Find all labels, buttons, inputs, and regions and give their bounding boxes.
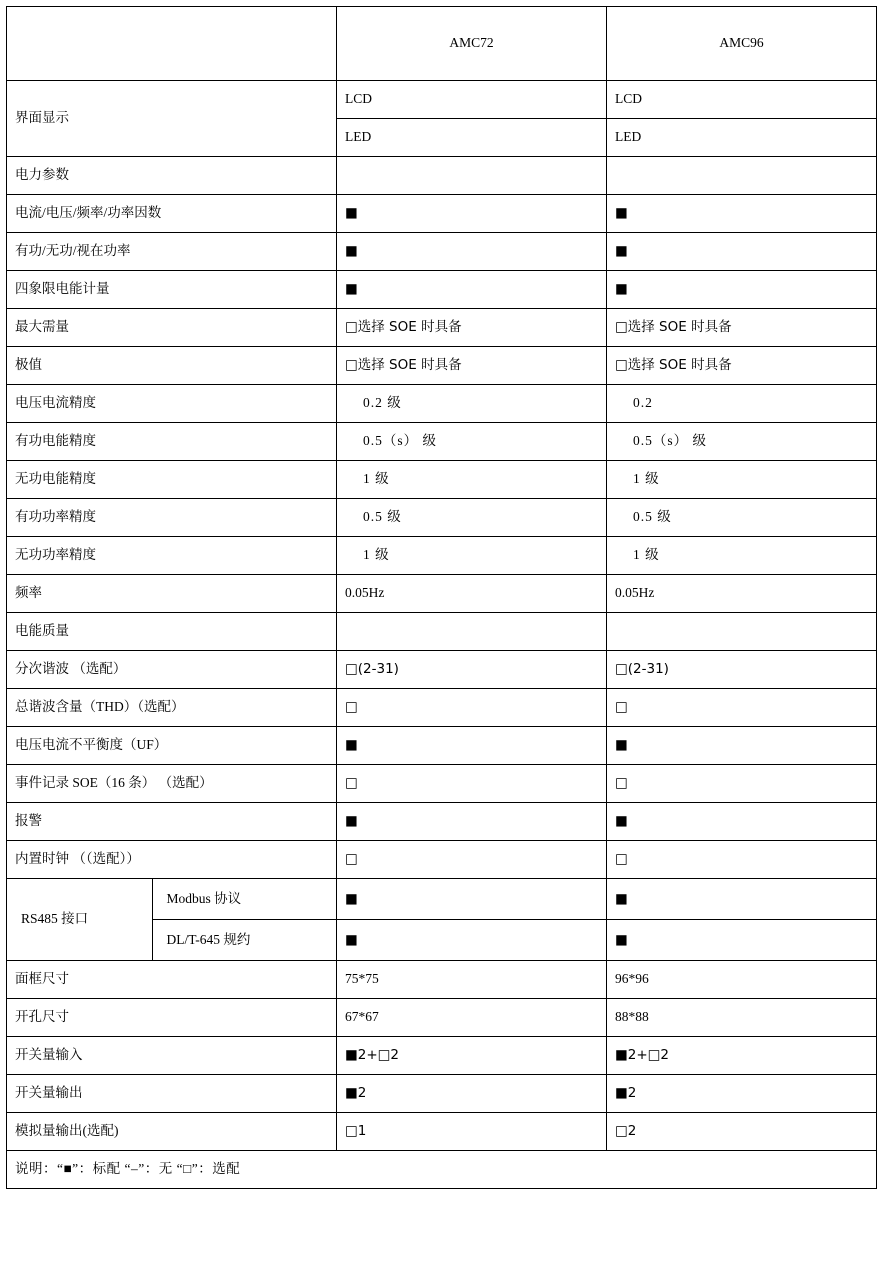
table-row: [7, 347, 877, 385]
table-row: [7, 461, 877, 499]
row-label-power-params-section: 电力参数: [7, 157, 337, 195]
cell-rs485-modbus-a: ■: [337, 879, 607, 920]
table-row: [7, 271, 877, 309]
cell-unbalance-factor-a: ■: [337, 727, 607, 765]
row-label-event-record-soe: 事件记录 SOE（16 条） （选配）: [7, 765, 337, 803]
row-label-rs485-group: [7, 879, 337, 961]
row-label-cutout-size: 开孔尺寸: [7, 999, 337, 1037]
cell-active-power-accuracy-b: 0.5 级: [607, 499, 877, 537]
row-label-max-demand: 最大需量: [7, 309, 337, 347]
cell-four-quadrant-energy-b: ■: [607, 271, 877, 309]
cell-rs485-dlt645-b: ■: [607, 920, 877, 961]
table-row: [7, 385, 877, 423]
row-sublabel-dlt645: DL/T-645 规约: [166, 932, 251, 947]
cell-frequency-a: 0.05Hz: [337, 575, 607, 613]
cell-display-lcd-b: LCD: [607, 81, 877, 119]
row-label-digital-input: 开关量输入: [7, 1037, 337, 1075]
cell-voltage-current-accuracy-b: 0.2: [607, 385, 877, 423]
table-note: 说明：“■”：标配 “–”：无 “□”：选配: [7, 1151, 877, 1189]
cell-analog-output-b: □2: [607, 1113, 877, 1151]
table-row: [7, 689, 877, 727]
cell-thd-a: □: [337, 689, 607, 727]
row-label-digital-output: 开关量输出: [7, 1075, 337, 1113]
row-label-rs485: RS485 接口: [7, 879, 152, 960]
cell-unbalance-factor-b: ■: [607, 727, 877, 765]
cell-reactive-power-accuracy-a: 1 级: [337, 537, 607, 575]
cell-rs485-dlt645-a: ■: [337, 920, 607, 961]
table-row: [7, 651, 877, 689]
row-label-alarm: 报警: [7, 803, 337, 841]
row-label-analog-output: 模拟量输出(选配): [7, 1113, 337, 1151]
cell-current-voltage-freq-pf-a: ■: [337, 195, 607, 233]
cell-cutout-size-b: 88*88: [607, 999, 877, 1037]
row-label-extreme-value: 极值: [7, 347, 337, 385]
cell-built-in-clock-b: □: [607, 841, 877, 879]
cell-extreme-value-b: □选择 SOE 时具备: [607, 347, 877, 385]
cell-power-quality-section-a: [337, 613, 607, 651]
row-label-thd: 总谐波含量（THD）（选配）: [7, 689, 337, 727]
cell-panel-size-a: 75*75: [337, 961, 607, 999]
cell-four-quadrant-energy-a: ■: [337, 271, 607, 309]
row-label-active-energy-accuracy: 有功电能精度: [7, 423, 337, 461]
cell-power-params-section-a: [337, 157, 607, 195]
cell-active-energy-accuracy-b: 0.5（s） 级: [607, 423, 877, 461]
cell-cutout-size-a: 67*67: [337, 999, 607, 1037]
table-row: [7, 499, 877, 537]
cell-active-reactive-apparent-power-a: ■: [337, 233, 607, 271]
cell-max-demand-a: □选择 SOE 时具备: [337, 309, 607, 347]
row-label-panel-size: 面框尺寸: [7, 961, 337, 999]
row-label-frequency: 频率: [7, 575, 337, 613]
row-label-reactive-energy-accuracy: 无功电能精度: [7, 461, 337, 499]
table-row: [7, 727, 877, 765]
cell-reactive-energy-accuracy-b: 1 级: [607, 461, 877, 499]
table-row: [7, 1075, 877, 1113]
header-col-amc96: AMC96: [607, 7, 877, 81]
cell-alarm-b: ■: [607, 803, 877, 841]
row-label-built-in-clock: 内置时钟 （（选配））: [7, 841, 337, 879]
table-note-row: [7, 1151, 877, 1189]
row-label-active-power-accuracy: 有功功率精度: [7, 499, 337, 537]
cell-active-power-accuracy-a: 0.5 级: [337, 499, 607, 537]
specification-table: [6, 6, 877, 1189]
table-row: [7, 195, 877, 233]
header-col-amc72: AMC72: [337, 7, 607, 81]
cell-power-params-section-b: [607, 157, 877, 195]
table-row: [7, 879, 877, 920]
cell-active-reactive-apparent-power-b: ■: [607, 233, 877, 271]
row-sublabel-modbus: Modbus 协议: [153, 879, 337, 920]
cell-reactive-energy-accuracy-a: 1 级: [337, 461, 607, 499]
cell-current-voltage-freq-pf-b: ■: [607, 195, 877, 233]
table-row: [7, 309, 877, 347]
table-row: [7, 999, 877, 1037]
cell-digital-input-a: ■2+□2: [337, 1037, 607, 1075]
cell-panel-size-b: 96*96: [607, 961, 877, 999]
row-label-four-quadrant-energy: 四象限电能计量: [7, 271, 337, 309]
cell-built-in-clock-a: □: [337, 841, 607, 879]
table-header-row: [7, 7, 877, 81]
table-row: [7, 613, 877, 651]
row-label-unbalance-factor: 电压电流不平衡度（UF）: [7, 727, 337, 765]
cell-thd-b: □: [607, 689, 877, 727]
table-row: [7, 537, 877, 575]
cell-frequency-b: 0.05Hz: [607, 575, 877, 613]
table-row: [7, 765, 877, 803]
cell-digital-input-b: ■2+□2: [607, 1037, 877, 1075]
cell-extreme-value-a: □选择 SOE 时具备: [337, 347, 607, 385]
table-row: [7, 423, 877, 461]
cell-display-led-b: LED: [607, 119, 877, 157]
cell-digital-output-a: ■2: [337, 1075, 607, 1113]
table-row: [7, 575, 877, 613]
table-row: [7, 1037, 877, 1075]
cell-reactive-power-accuracy-b: 1 级: [607, 537, 877, 575]
cell-display-lcd-a: LCD: [337, 81, 607, 119]
table-row: [7, 1113, 877, 1151]
cell-display-led-a: LED: [337, 119, 607, 157]
table-row: [7, 841, 877, 879]
table-row: [7, 961, 877, 999]
row-label-display: 界面显示: [7, 81, 337, 157]
row-label-reactive-power-accuracy: 无功功率精度: [7, 537, 337, 575]
table-row: [7, 157, 877, 195]
cell-event-record-soe-b: □: [607, 765, 877, 803]
cell-analog-output-a: □1: [337, 1113, 607, 1151]
row-label-power-quality-section: 电能质量: [7, 613, 337, 651]
cell-rs485-modbus-b: ■: [607, 879, 877, 920]
row-label-individual-harmonics: 分次谐波 （选配）: [7, 651, 337, 689]
cell-individual-harmonics-b: □(2-31): [607, 651, 877, 689]
cell-max-demand-b: □选择 SOE 时具备: [607, 309, 877, 347]
table-row: [7, 803, 877, 841]
cell-individual-harmonics-a: □(2-31): [337, 651, 607, 689]
table-row: [7, 81, 877, 119]
cell-power-quality-section-b: [607, 613, 877, 651]
cell-digital-output-b: ■2: [607, 1075, 877, 1113]
cell-voltage-current-accuracy-a: 0.2 级: [337, 385, 607, 423]
row-label-active-reactive-apparent-power: 有功/无功/视在功率: [7, 233, 337, 271]
row-label-current-voltage-freq-pf: 电流/电压/频率/功率因数: [7, 195, 337, 233]
row-label-voltage-current-accuracy: 电压电流精度: [7, 385, 337, 423]
cell-event-record-soe-a: □: [337, 765, 607, 803]
cell-active-energy-accuracy-a: 0.5（s） 级: [337, 423, 607, 461]
cell-alarm-a: ■: [337, 803, 607, 841]
header-blank-cell: [7, 7, 337, 81]
table-row: [7, 233, 877, 271]
